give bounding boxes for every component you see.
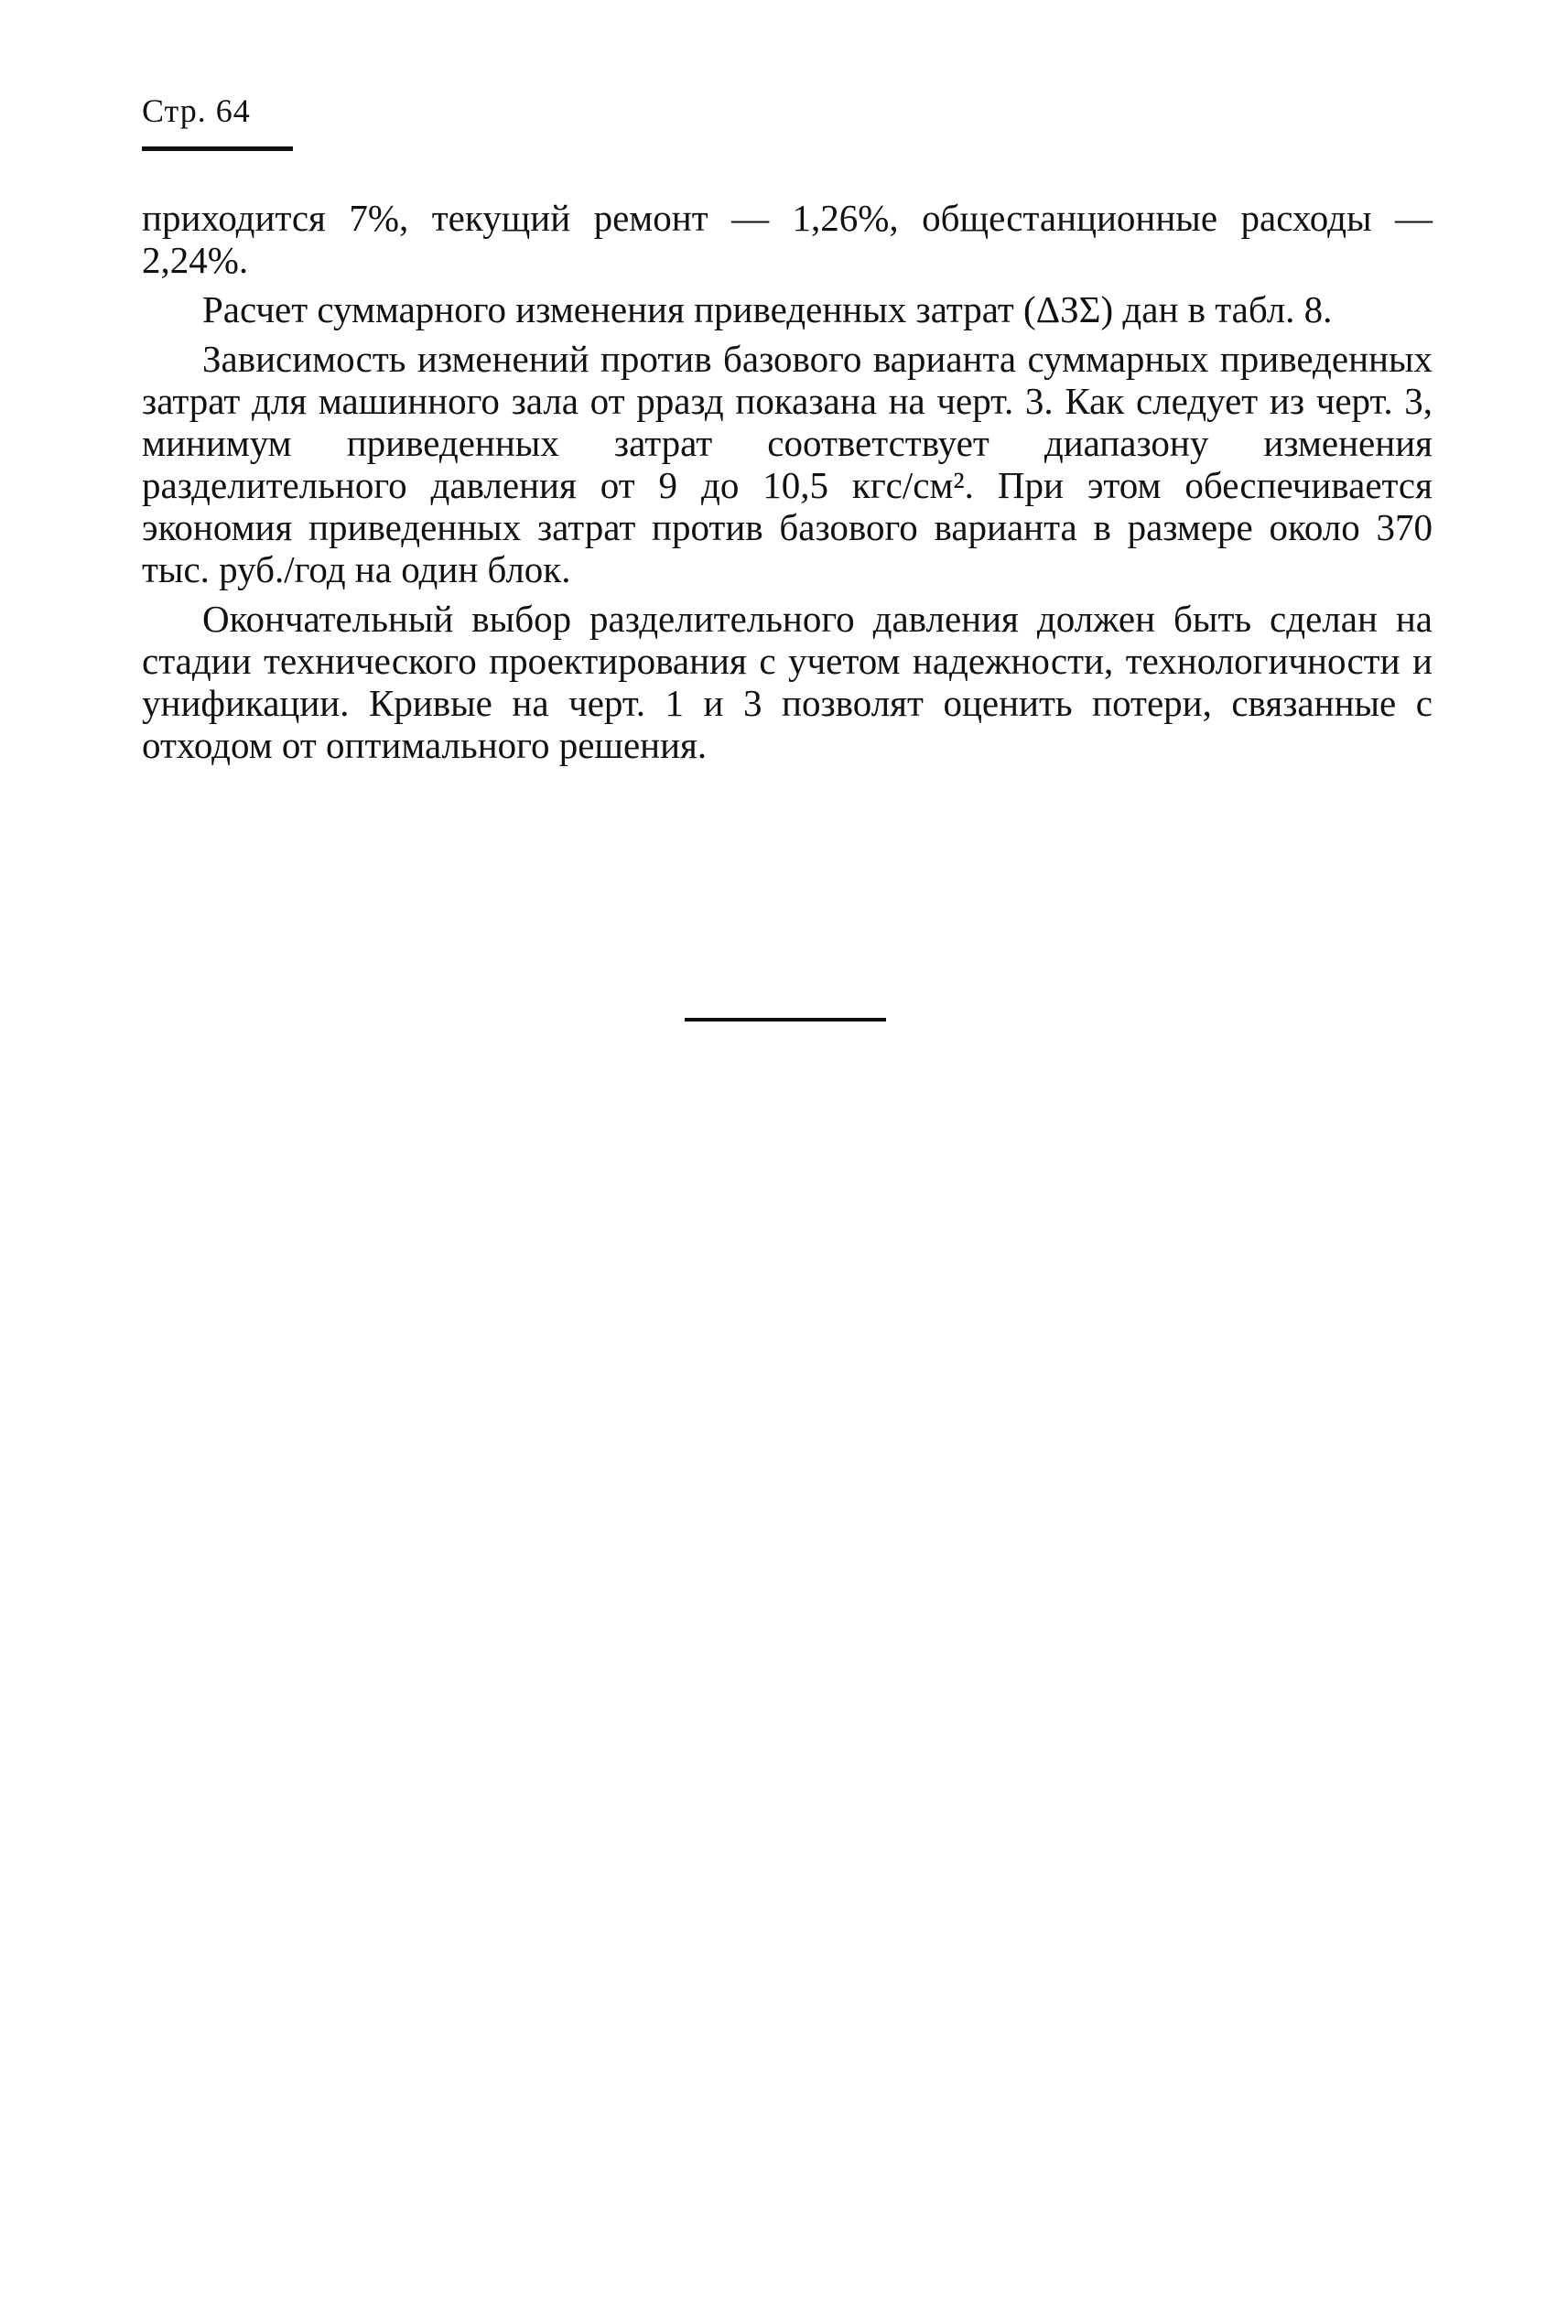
header-rule: [142, 146, 293, 151]
paragraph-4: Окончательный выбор разделительного давления должен быть сделан на стадии технического проектирования с учетом надежности, технологичности и унификации. Кривые на черт. 1 и 3 позволят оценить потери, связанные с отходом от оптимального решения.: [142, 598, 1433, 766]
paragraph-2: Расчет суммарного изменения приведенных затрат (ΔЗΣ) дан в табл. 8.: [202, 288, 1333, 330]
body-text: [142, 197, 1433, 773]
paragraph-3: Зависимость изменений против базового варианта суммарных приведенных затрат для машинного зала от pразд показана на черт. 3. Как следует из черт. 3, минимум приведенных затрат соответствует диапазону изменения разделительного давления от 9 до 10,5 кгс/см². При этом обеспечивается экономия приведенных затрат против базового варианта в размере около 370 тыс. руб./год на один блок.: [142, 338, 1433, 590]
page-header: Стр. 64: [142, 92, 251, 129]
paragraph-1: приходится 7%, текущий ремонт — 1,26%, общестанционные расходы — 2,24%.: [142, 197, 1433, 281]
end-rule: [685, 1018, 886, 1021]
